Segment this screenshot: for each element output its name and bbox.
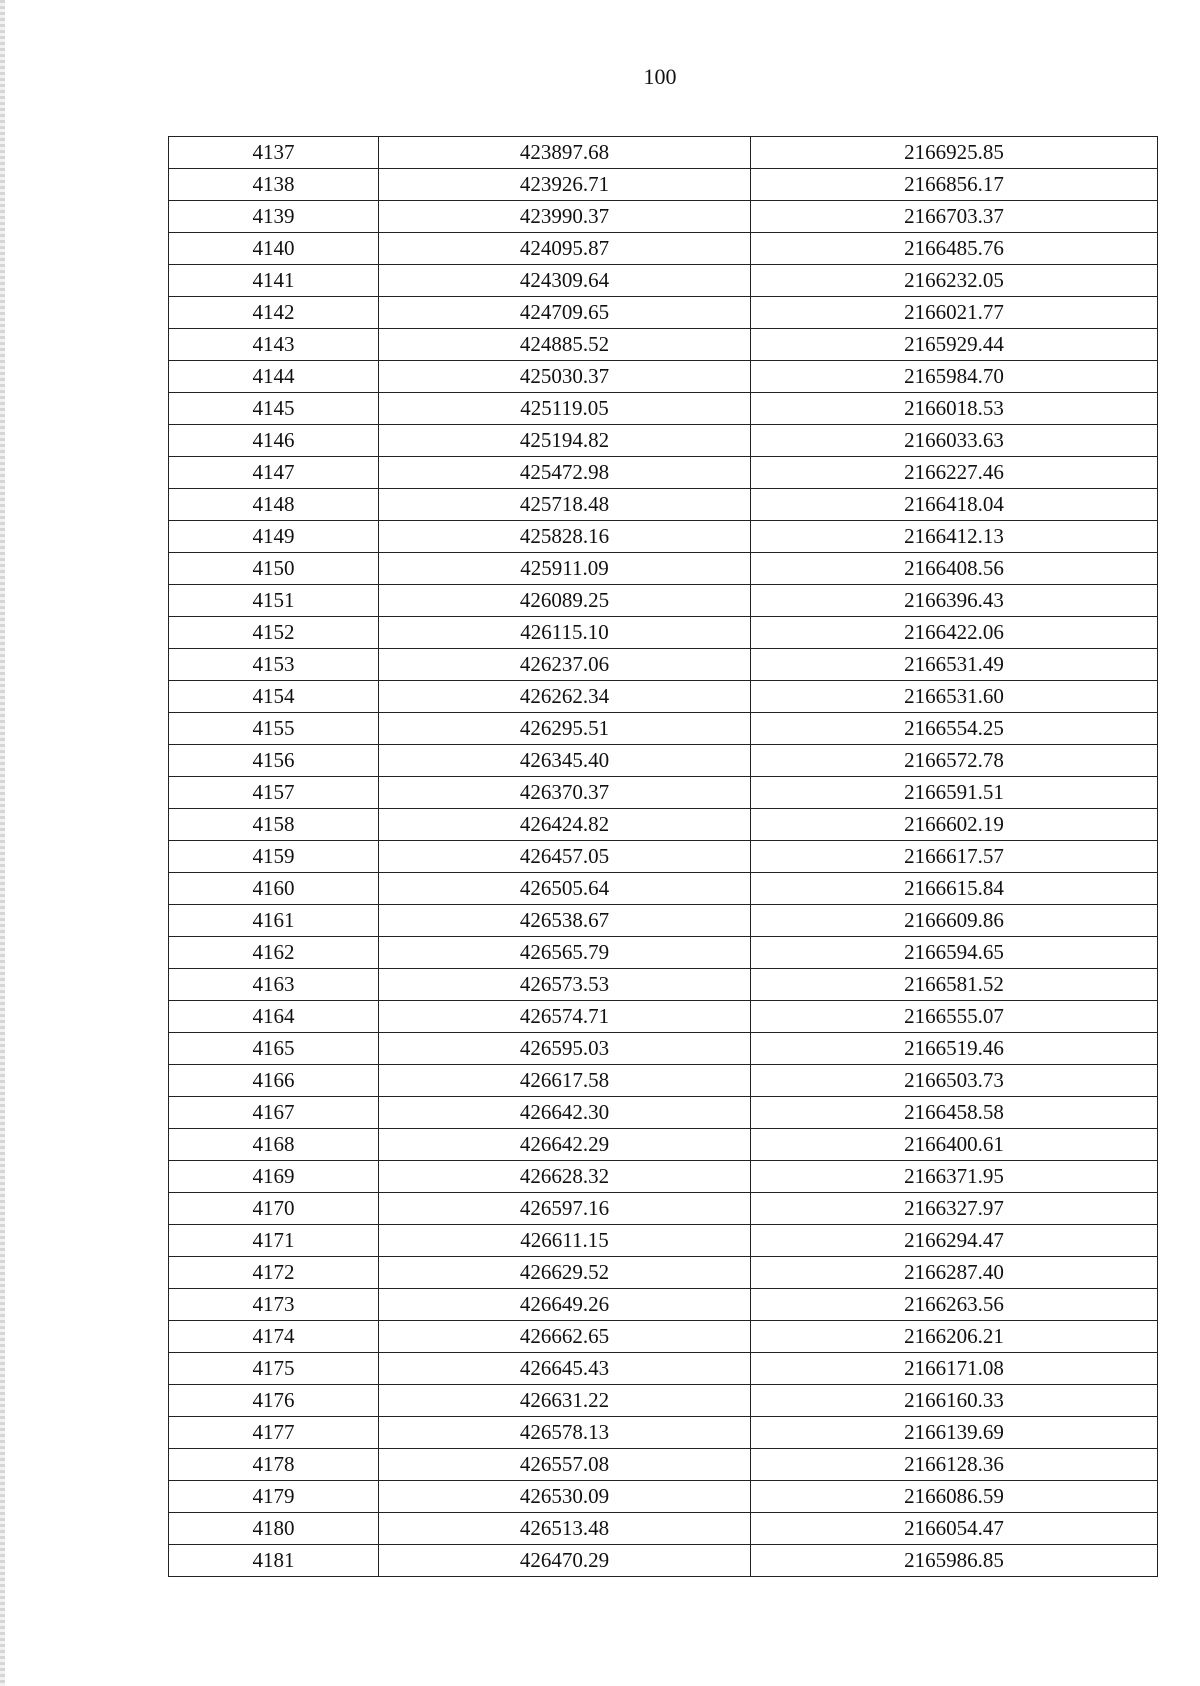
y-coordinate-cell: 2166591.51 <box>751 777 1158 809</box>
point-id-cell: 4169 <box>169 1161 379 1193</box>
y-coordinate-cell: 2166925.85 <box>751 137 1158 169</box>
point-id-cell: 4149 <box>169 521 379 553</box>
x-coordinate-cell: 426629.52 <box>379 1257 751 1289</box>
x-coordinate-cell: 426089.25 <box>379 585 751 617</box>
x-coordinate-cell: 426470.29 <box>379 1545 751 1577</box>
table-row <box>169 137 1158 169</box>
x-coordinate-cell: 425119.05 <box>379 393 751 425</box>
point-id-cell: 4142 <box>169 297 379 329</box>
y-coordinate-cell: 2166519.46 <box>751 1033 1158 1065</box>
point-id-cell: 4175 <box>169 1353 379 1385</box>
y-coordinate-cell: 2166617.57 <box>751 841 1158 873</box>
y-coordinate-cell: 2166581.52 <box>751 969 1158 1001</box>
point-id-cell: 4145 <box>169 393 379 425</box>
x-coordinate-cell: 424709.65 <box>379 297 751 329</box>
y-coordinate-cell: 2166054.47 <box>751 1513 1158 1545</box>
point-id-cell: 4155 <box>169 713 379 745</box>
point-id-cell: 4158 <box>169 809 379 841</box>
point-id-cell: 4170 <box>169 1193 379 1225</box>
point-id-cell: 4180 <box>169 1513 379 1545</box>
table-row <box>169 873 1158 905</box>
point-id-cell: 4141 <box>169 265 379 297</box>
point-id-cell: 4153 <box>169 649 379 681</box>
point-id-cell: 4168 <box>169 1129 379 1161</box>
table-row <box>169 265 1158 297</box>
y-coordinate-cell: 2166400.61 <box>751 1129 1158 1161</box>
coordinate-table <box>168 136 1158 1577</box>
x-coordinate-cell: 426642.29 <box>379 1129 751 1161</box>
table-row <box>169 1481 1158 1513</box>
table-row <box>169 361 1158 393</box>
x-coordinate-cell: 426645.43 <box>379 1353 751 1385</box>
x-coordinate-cell: 425194.82 <box>379 425 751 457</box>
y-coordinate-cell: 2166703.37 <box>751 201 1158 233</box>
table-row <box>169 905 1158 937</box>
y-coordinate-cell: 2166160.33 <box>751 1385 1158 1417</box>
point-id-cell: 4173 <box>169 1289 379 1321</box>
point-id-cell: 4150 <box>169 553 379 585</box>
point-id-cell: 4148 <box>169 489 379 521</box>
table-row <box>169 1193 1158 1225</box>
table-row <box>169 1385 1158 1417</box>
table-row <box>169 1353 1158 1385</box>
point-id-cell: 4146 <box>169 425 379 457</box>
y-coordinate-cell: 2166263.56 <box>751 1289 1158 1321</box>
x-coordinate-cell: 423926.71 <box>379 169 751 201</box>
table-row <box>169 457 1158 489</box>
point-id-cell: 4179 <box>169 1481 379 1513</box>
coordinate-table-body <box>169 137 1158 1577</box>
y-coordinate-cell: 2166422.06 <box>751 617 1158 649</box>
point-id-cell: 4137 <box>169 137 379 169</box>
table-row <box>169 1257 1158 1289</box>
y-coordinate-cell: 2165984.70 <box>751 361 1158 393</box>
x-coordinate-cell: 426578.13 <box>379 1417 751 1449</box>
x-coordinate-cell: 426631.22 <box>379 1385 751 1417</box>
y-coordinate-cell: 2166171.08 <box>751 1353 1158 1385</box>
point-id-cell: 4154 <box>169 681 379 713</box>
x-coordinate-cell: 426295.51 <box>379 713 751 745</box>
x-coordinate-cell: 425030.37 <box>379 361 751 393</box>
x-coordinate-cell: 426457.05 <box>379 841 751 873</box>
x-coordinate-cell: 426237.06 <box>379 649 751 681</box>
y-coordinate-cell: 2166531.49 <box>751 649 1158 681</box>
point-id-cell: 4151 <box>169 585 379 617</box>
x-coordinate-cell: 425828.16 <box>379 521 751 553</box>
y-coordinate-cell: 2166021.77 <box>751 297 1158 329</box>
y-coordinate-cell: 2165929.44 <box>751 329 1158 361</box>
point-id-cell: 4161 <box>169 905 379 937</box>
y-coordinate-cell: 2166485.76 <box>751 233 1158 265</box>
point-id-cell: 4162 <box>169 937 379 969</box>
y-coordinate-cell: 2166327.97 <box>751 1193 1158 1225</box>
table-row <box>169 1225 1158 1257</box>
x-coordinate-cell: 424095.87 <box>379 233 751 265</box>
table-row <box>169 1001 1158 1033</box>
table-row <box>169 329 1158 361</box>
y-coordinate-cell: 2166139.69 <box>751 1417 1158 1449</box>
table-row <box>169 745 1158 777</box>
table-row <box>169 1161 1158 1193</box>
x-coordinate-cell: 426574.71 <box>379 1001 751 1033</box>
table-row <box>169 617 1158 649</box>
x-coordinate-cell: 426424.82 <box>379 809 751 841</box>
x-coordinate-cell: 426642.30 <box>379 1097 751 1129</box>
y-coordinate-cell: 2166572.78 <box>751 745 1158 777</box>
y-coordinate-cell: 2166128.36 <box>751 1449 1158 1481</box>
point-id-cell: 4163 <box>169 969 379 1001</box>
x-coordinate-cell: 426262.34 <box>379 681 751 713</box>
point-id-cell: 4144 <box>169 361 379 393</box>
x-coordinate-cell: 426597.16 <box>379 1193 751 1225</box>
y-coordinate-cell: 2166594.65 <box>751 937 1158 969</box>
point-id-cell: 4167 <box>169 1097 379 1129</box>
x-coordinate-cell: 424885.52 <box>379 329 751 361</box>
table-row <box>169 233 1158 265</box>
point-id-cell: 4157 <box>169 777 379 809</box>
table-row <box>169 1129 1158 1161</box>
y-coordinate-cell: 2166555.07 <box>751 1001 1158 1033</box>
point-id-cell: 4177 <box>169 1417 379 1449</box>
point-id-cell: 4166 <box>169 1065 379 1097</box>
x-coordinate-cell: 426370.37 <box>379 777 751 809</box>
x-coordinate-cell: 424309.64 <box>379 265 751 297</box>
point-id-cell: 4140 <box>169 233 379 265</box>
x-coordinate-cell: 426573.53 <box>379 969 751 1001</box>
table-row <box>169 553 1158 585</box>
point-id-cell: 4174 <box>169 1321 379 1353</box>
table-row <box>169 713 1158 745</box>
table-row <box>169 969 1158 1001</box>
point-id-cell: 4165 <box>169 1033 379 1065</box>
table-row <box>169 649 1158 681</box>
y-coordinate-cell: 2166232.05 <box>751 265 1158 297</box>
point-id-cell: 4143 <box>169 329 379 361</box>
y-coordinate-cell: 2166503.73 <box>751 1065 1158 1097</box>
point-id-cell: 4152 <box>169 617 379 649</box>
x-coordinate-cell: 426617.58 <box>379 1065 751 1097</box>
x-coordinate-cell: 426611.15 <box>379 1225 751 1257</box>
table-row <box>169 1033 1158 1065</box>
y-coordinate-cell: 2166554.25 <box>751 713 1158 745</box>
x-coordinate-cell: 426662.65 <box>379 1321 751 1353</box>
x-coordinate-cell: 426628.32 <box>379 1161 751 1193</box>
y-coordinate-cell: 2166396.43 <box>751 585 1158 617</box>
y-coordinate-cell: 2166033.63 <box>751 425 1158 457</box>
table-row <box>169 937 1158 969</box>
y-coordinate-cell: 2166018.53 <box>751 393 1158 425</box>
point-id-cell: 4156 <box>169 745 379 777</box>
point-id-cell: 4181 <box>169 1545 379 1577</box>
x-coordinate-cell: 426595.03 <box>379 1033 751 1065</box>
y-coordinate-cell: 2166615.84 <box>751 873 1158 905</box>
table-row <box>169 425 1158 457</box>
table-row <box>169 841 1158 873</box>
point-id-cell: 4139 <box>169 201 379 233</box>
y-coordinate-cell: 2165986.85 <box>751 1545 1158 1577</box>
y-coordinate-cell: 2166412.13 <box>751 521 1158 553</box>
x-coordinate-cell: 426565.79 <box>379 937 751 969</box>
y-coordinate-cell: 2166408.56 <box>751 553 1158 585</box>
point-id-cell: 4172 <box>169 1257 379 1289</box>
table-row <box>169 585 1158 617</box>
table-row <box>169 1097 1158 1129</box>
table-row <box>169 1513 1158 1545</box>
y-coordinate-cell: 2166206.21 <box>751 1321 1158 1353</box>
table-row <box>169 1417 1158 1449</box>
y-coordinate-cell: 2166294.47 <box>751 1225 1158 1257</box>
table-row <box>169 809 1158 841</box>
table-row <box>169 521 1158 553</box>
point-id-cell: 4171 <box>169 1225 379 1257</box>
y-coordinate-cell: 2166086.59 <box>751 1481 1158 1513</box>
table-row <box>169 489 1158 521</box>
y-coordinate-cell: 2166609.86 <box>751 905 1158 937</box>
table-row <box>169 201 1158 233</box>
y-coordinate-cell: 2166371.95 <box>751 1161 1158 1193</box>
y-coordinate-cell: 2166287.40 <box>751 1257 1158 1289</box>
table-row <box>169 1545 1158 1577</box>
x-coordinate-cell: 426505.64 <box>379 873 751 905</box>
y-coordinate-cell: 2166602.19 <box>751 809 1158 841</box>
table-row <box>169 169 1158 201</box>
table-row <box>169 681 1158 713</box>
x-coordinate-cell: 426538.67 <box>379 905 751 937</box>
table-row <box>169 297 1158 329</box>
x-coordinate-cell: 425472.98 <box>379 457 751 489</box>
point-id-cell: 4147 <box>169 457 379 489</box>
table-row <box>169 1289 1158 1321</box>
table-row <box>169 1065 1158 1097</box>
y-coordinate-cell: 2166856.17 <box>751 169 1158 201</box>
x-coordinate-cell: 426513.48 <box>379 1513 751 1545</box>
page-number: 100 <box>643 64 677 89</box>
table-row <box>169 1449 1158 1481</box>
x-coordinate-cell: 423897.68 <box>379 137 751 169</box>
table-row <box>169 777 1158 809</box>
point-id-cell: 4160 <box>169 873 379 905</box>
x-coordinate-cell: 423990.37 <box>379 201 751 233</box>
point-id-cell: 4138 <box>169 169 379 201</box>
x-coordinate-cell: 425911.09 <box>379 553 751 585</box>
x-coordinate-cell: 426557.08 <box>379 1449 751 1481</box>
x-coordinate-cell: 426115.10 <box>379 617 751 649</box>
point-id-cell: 4176 <box>169 1385 379 1417</box>
point-id-cell: 4164 <box>169 1001 379 1033</box>
table-row <box>169 1321 1158 1353</box>
y-coordinate-cell: 2166418.04 <box>751 489 1158 521</box>
scan-edge-artifact <box>0 0 5 1686</box>
y-coordinate-cell: 2166227.46 <box>751 457 1158 489</box>
x-coordinate-cell: 425718.48 <box>379 489 751 521</box>
table-row <box>169 393 1158 425</box>
y-coordinate-cell: 2166458.58 <box>751 1097 1158 1129</box>
x-coordinate-cell: 426345.40 <box>379 745 751 777</box>
x-coordinate-cell: 426530.09 <box>379 1481 751 1513</box>
x-coordinate-cell: 426649.26 <box>379 1289 751 1321</box>
y-coordinate-cell: 2166531.60 <box>751 681 1158 713</box>
point-id-cell: 4159 <box>169 841 379 873</box>
point-id-cell: 4178 <box>169 1449 379 1481</box>
